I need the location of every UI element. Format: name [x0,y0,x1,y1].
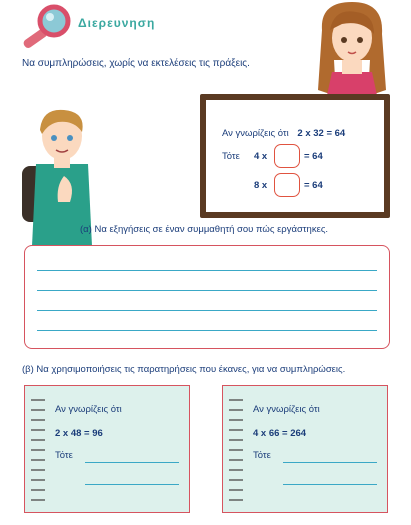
note1-answer-line[interactable] [85,484,179,485]
note1-expr: 2 x 48 = 96 [55,428,103,439]
answer-box-1[interactable] [274,144,300,168]
board-line3-right: = 64 [304,180,323,191]
magnifier-icon [20,4,74,50]
instruction-text: Να συμπληρώσεις, χωρίς να εκτελέσεις τις πράξεις. [22,58,250,69]
explanation-answer-box[interactable] [24,245,390,349]
note1-then: Τότε [55,450,73,461]
answer-box-2[interactable] [274,173,300,197]
board-line3-left: 8 x [254,180,268,191]
writing-line [37,310,377,311]
board-line2-left: 4 x [254,151,268,162]
blackboard-surface [206,100,384,212]
notepad-2 [222,385,388,513]
note2-answer-line[interactable] [283,484,377,485]
note2-answer-line[interactable] [283,462,377,463]
blackboard [200,94,390,218]
note1-prefix: Αν γνωρίζεις ότι [55,404,122,415]
spiral-binding-icon [29,394,47,506]
note2-then: Τότε [253,450,271,461]
writing-line [37,290,377,291]
board-line2-prefix: Τότε [222,151,240,162]
part-a-label: (α) Να εξηγήσεις σε έναν συμμαθητή σου πώς εργάστηκες. [80,224,329,235]
part-b-label: (β) Να χρησιμοποιήσεις τις παρατηρήσεις που έκανες, για να συμπληρώσεις. [22,364,346,375]
note1-answer-line[interactable] [85,462,179,463]
writing-line [37,270,377,271]
section-title: Διερευνηση [78,16,156,30]
board-line1-prefix: Αν γνωρίζεις ότι [222,128,289,139]
writing-line [37,330,377,331]
notepad-1 [24,385,190,513]
girl-illustration [312,0,392,100]
board-line1-expr: 2 x 32 = 64 [297,128,346,139]
note2-expr: 4 x 66 = 264 [253,428,307,439]
spiral-binding-icon [227,394,245,506]
note2-prefix: Αν γνωρίζεις ότι [253,404,320,415]
board-line2-right: = 64 [304,151,323,162]
